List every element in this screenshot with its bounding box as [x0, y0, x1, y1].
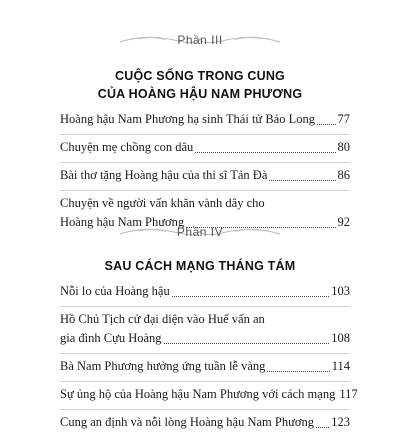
dot-leader	[267, 371, 329, 372]
toc-page-number: 80	[337, 140, 350, 154]
toc-page-number: 123	[331, 415, 350, 429]
part-title-line-2: CỦA HOÀNG HẬU NAM PHƯƠNG	[97, 87, 303, 101]
toc-page-number: 117	[339, 387, 358, 401]
toc-entry-title: Sự ủng hộ của Hoàng hậu Nam Phương với cách mạng	[60, 387, 336, 401]
toc-entry-title-line-1: Hồ Chủ Tịch cử đại diện vào Huế vấn an	[60, 312, 265, 326]
toc-entry-title: Hoàng hậu Nam Phương hạ sinh Thái tử Bảo Long	[60, 112, 315, 126]
part-label: Phần IV	[176, 225, 224, 239]
dot-leader	[316, 427, 329, 428]
toc-page-number: 108	[331, 331, 350, 345]
toc-entry[interactable]	[60, 385, 358, 404]
divider	[60, 306, 350, 307]
divider	[60, 381, 350, 382]
toc-page-number: 77	[337, 112, 350, 126]
divider	[60, 162, 350, 163]
toc-page-number: 86	[337, 168, 350, 182]
toc-entry[interactable]	[60, 166, 350, 185]
dot-leader	[269, 180, 335, 181]
toc-entry[interactable]	[60, 282, 350, 301]
part-title-line-1: SAU CÁCH MẠNG THÁNG TÁM	[104, 259, 296, 273]
part-label: Phần III	[177, 33, 223, 47]
dot-leader	[172, 296, 330, 297]
toc-entry[interactable]	[60, 310, 350, 348]
divider	[60, 190, 350, 191]
toc-entry-title: Nỗi lo của Hoàng hậu	[60, 284, 170, 298]
toc-entry-title-line-1: Chuyện về người vấn khăn vành dây cho	[60, 196, 265, 210]
toc-entry-title: Chuyện mẹ chồng con dâu	[60, 140, 194, 154]
toc-entry-title-line-2: Hoàng hậu Nam Phương	[60, 215, 185, 229]
toc-list	[60, 282, 358, 432]
toc-entry[interactable]	[60, 138, 350, 157]
divider	[60, 134, 350, 135]
toc-entry-title: Bà Nam Phương hưởng ứng tuần lễ vàng	[60, 359, 266, 373]
toc-entry[interactable]	[60, 357, 350, 376]
part-title-line-1: CUỘC SỐNG TRONG CUNG	[115, 69, 285, 83]
divider	[60, 409, 350, 410]
toc-entry[interactable]	[60, 413, 350, 432]
divider	[60, 353, 350, 354]
toc-page-number: 103	[331, 284, 350, 298]
toc-entry[interactable]	[60, 110, 350, 129]
toc-entry-title-line-2: gia đình Cựu Hoàng	[60, 331, 162, 345]
toc-page-number: 92	[337, 215, 350, 229]
dot-leader	[195, 152, 335, 153]
toc-entry-title: Cung an định và nỗi lòng Hoàng hậu Nam Phương	[60, 415, 314, 429]
toc-page-number: 114	[331, 359, 350, 373]
dot-leader	[317, 124, 336, 125]
dot-leader	[164, 343, 330, 344]
toc-entry-title: Bài thơ tặng Hoàng hậu của thi sĩ Tản Đà	[60, 168, 268, 182]
part-iv-section	[0, 210, 400, 429]
